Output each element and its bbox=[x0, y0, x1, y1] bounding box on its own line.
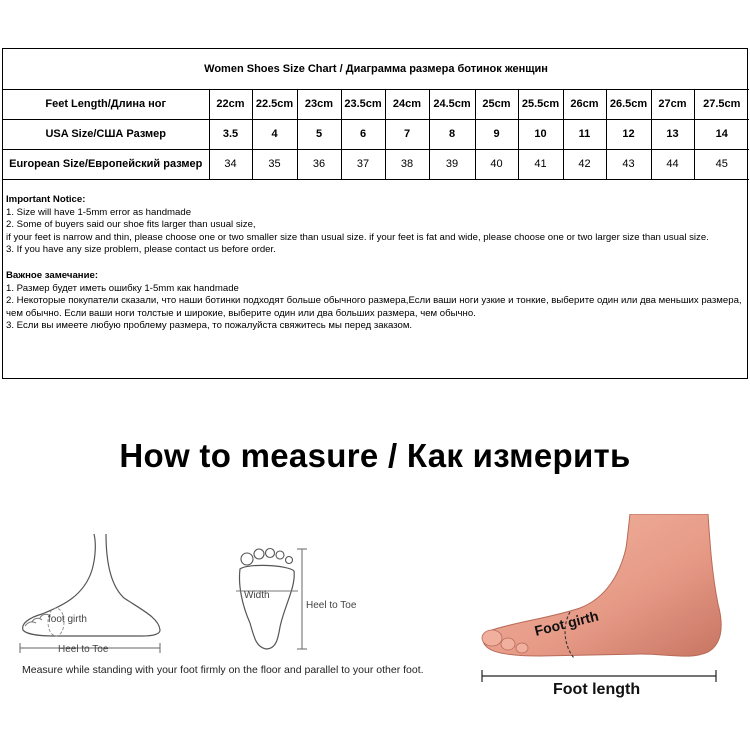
notice-line: 1. Size will have 1-5mm error as handmade bbox=[6, 206, 192, 218]
table-cell: 10 bbox=[518, 119, 563, 149]
table-cell: 11 bbox=[563, 119, 606, 149]
table-cell: 41 bbox=[518, 149, 563, 179]
table-row-usa-size bbox=[3, 119, 749, 149]
notice-line: if your feet is narrow and thin, please choose one or two smaller size than usual size. if your feet is fat and wide, please choose one or two larger size than usual size. bbox=[6, 231, 709, 243]
photo-girth-label: Foot girth bbox=[532, 607, 601, 639]
table-cell: 26cm bbox=[563, 89, 606, 119]
notice-title-en: Important Notice: bbox=[6, 194, 86, 205]
table-cell: 27.5cm bbox=[694, 89, 749, 119]
size-table bbox=[3, 49, 749, 180]
row-label: USA Size/США Размер bbox=[3, 119, 209, 149]
top-length-label: Heel to Toe bbox=[306, 600, 357, 611]
table-cell: 22.5cm bbox=[252, 89, 297, 119]
table-cell: 8 bbox=[429, 119, 475, 149]
notice-line: 1. Размер будет иметь ошибку 1-5mm как handmade bbox=[6, 282, 239, 294]
table-cell: 9 bbox=[475, 119, 518, 149]
table-cell: 43 bbox=[606, 149, 651, 179]
size-chart bbox=[2, 48, 748, 379]
table-cell: 4 bbox=[252, 119, 297, 149]
table-cell: 39 bbox=[429, 149, 475, 179]
photo-length-label: Foot length bbox=[553, 681, 641, 698]
table-cell: 6 bbox=[341, 119, 385, 149]
measure-caption: Measure while standing with your foot firmly on the floor and parallel to your other foot. bbox=[22, 664, 424, 676]
table-row-european-size bbox=[3, 149, 749, 179]
table-cell: 42 bbox=[563, 149, 606, 179]
table-cell: 7 bbox=[385, 119, 429, 149]
top-foot-diagram bbox=[228, 545, 378, 655]
table-cell: 3.5 bbox=[209, 119, 252, 149]
chart-title: Women Shoes Size Chart / Диаграмма размера ботинок женщин bbox=[3, 49, 749, 89]
notice-ru-block bbox=[6, 270, 746, 333]
table-row-feet-length bbox=[3, 89, 749, 119]
table-cell: 38 bbox=[385, 149, 429, 179]
side-length-label: Heel to Toe bbox=[58, 644, 109, 655]
notice-line: 2. Some of buyers said our shoe fits larger than usual size, bbox=[6, 219, 256, 231]
table-cell: 37 bbox=[341, 149, 385, 179]
table-cell: 14 bbox=[694, 119, 749, 149]
table-cell: 25.5cm bbox=[518, 89, 563, 119]
table-cell: 22cm bbox=[209, 89, 252, 119]
table-cell: 13 bbox=[651, 119, 694, 149]
side-girth-label: foot girth bbox=[48, 614, 87, 625]
table-cell: 23.5cm bbox=[341, 89, 385, 119]
table-cell: 27cm bbox=[651, 89, 694, 119]
table-cell: 45 bbox=[694, 149, 749, 179]
table-cell: 12 bbox=[606, 119, 651, 149]
table-cell: 44 bbox=[651, 149, 694, 179]
table-cell: 40 bbox=[475, 149, 518, 179]
table-cell: 26.5cm bbox=[606, 89, 651, 119]
table-cell: 35 bbox=[252, 149, 297, 179]
table-cell: 24.5cm bbox=[429, 89, 475, 119]
important-notice bbox=[6, 194, 746, 333]
notice-line: 2. Некоторые покупатели сказали, что наши ботинки подходят больше обычного размера,Если ваши ноги узкие и тонкие, выберите один или два меньших размера, чем обычно. Если ваши ноги толстые и широкие, выберите один или два больших размера, чем обычно. bbox=[6, 295, 742, 319]
notice-line: 3. Если вы имеете любую проблему размера, то пожалуйста свяжитесь мы перед заказом. bbox=[6, 320, 413, 332]
table-cell: 23cm bbox=[297, 89, 341, 119]
notice-title-ru: Важное замечание: bbox=[6, 269, 99, 281]
row-label: Feet Length/Длина ног bbox=[3, 89, 209, 119]
notice-line: 3. If you have any size problem, please contact us before order. bbox=[6, 244, 276, 256]
row-label: European Size/Европейский размер bbox=[3, 149, 209, 179]
table-cell: 5 bbox=[297, 119, 341, 149]
top-width-label: Width bbox=[244, 590, 270, 601]
table-cell: 25cm bbox=[475, 89, 518, 119]
table-cell: 36 bbox=[297, 149, 341, 179]
how-to-measure-heading: How to measure / Как измерить bbox=[119, 437, 631, 474]
table-cell: 34 bbox=[209, 149, 252, 179]
foot-photo bbox=[470, 514, 730, 684]
table-cell: 24cm bbox=[385, 89, 429, 119]
side-foot-diagram bbox=[14, 530, 164, 658]
